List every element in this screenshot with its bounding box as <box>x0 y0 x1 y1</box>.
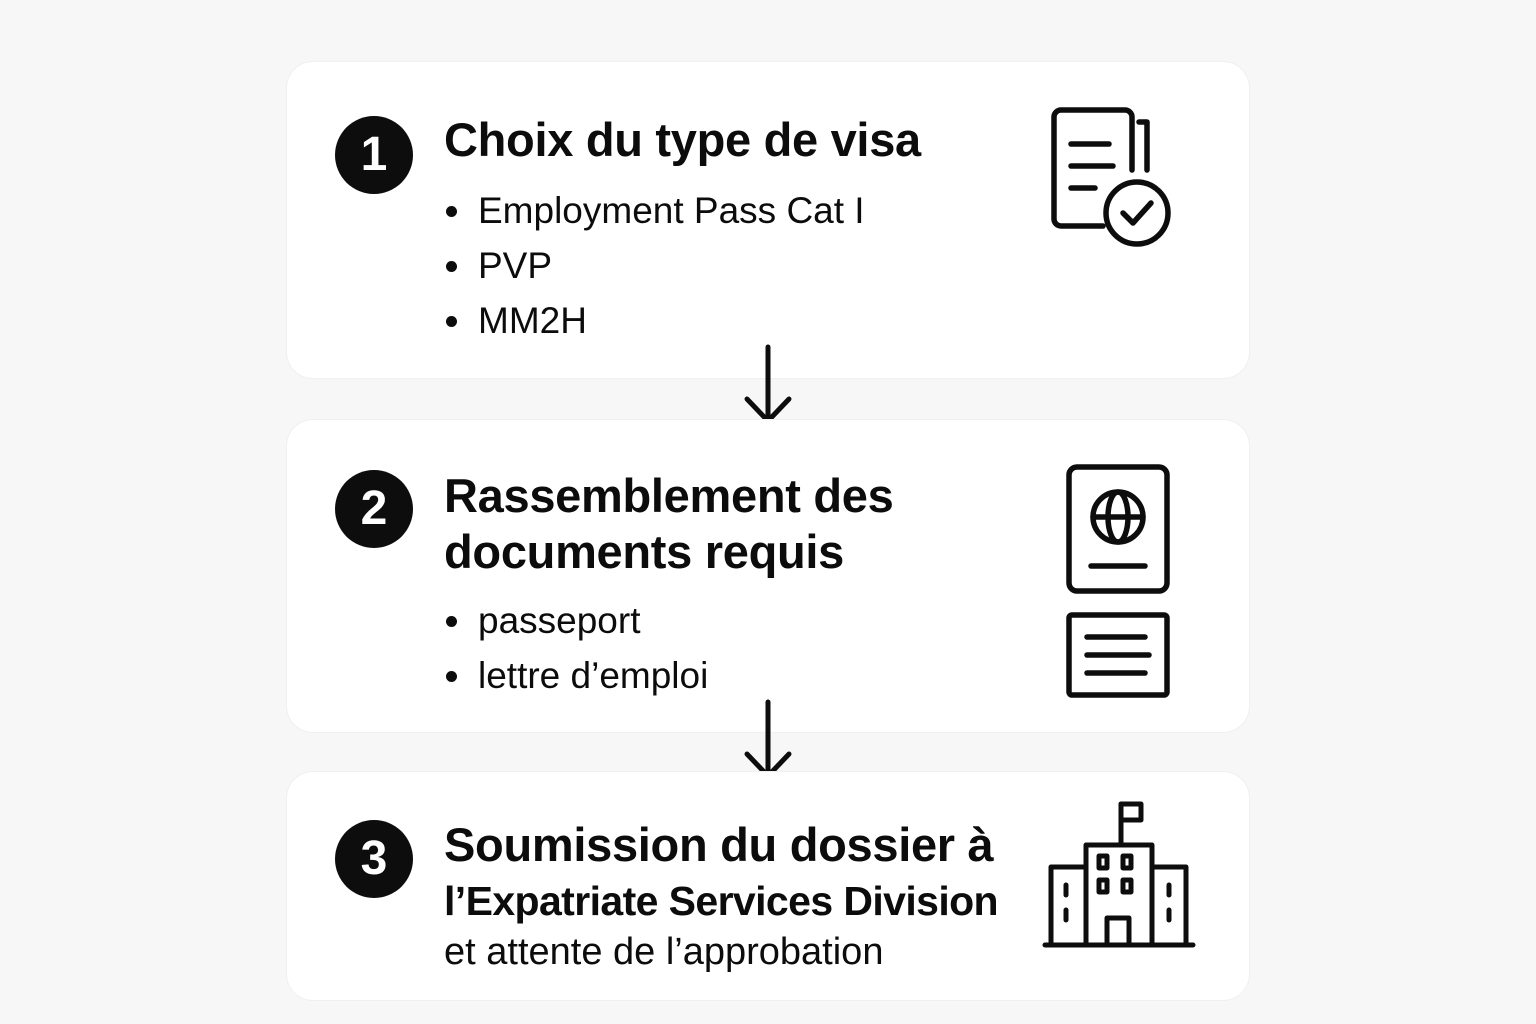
step-title-line: documents requis <box>444 525 845 578</box>
arrow-down-icon <box>741 698 795 782</box>
step-number-badge: 3 <box>335 820 413 898</box>
step-card-1 <box>287 62 1249 378</box>
step-title-line: Soumission du dossier à <box>444 818 994 871</box>
list-item: passeport <box>444 593 708 648</box>
step-item-list <box>444 593 708 703</box>
step-title-line: l’Expatriate Services Division <box>444 878 998 924</box>
step-number-badge: 1 <box>335 116 413 194</box>
step-title-line: Rassemblement des <box>444 469 894 522</box>
step-item-list <box>444 183 865 348</box>
passport-icon <box>1065 463 1171 595</box>
arrow-down-icon <box>741 343 795 427</box>
step-card-3 <box>287 772 1249 1000</box>
step-title: Choix du type de visa <box>444 113 921 166</box>
list-item: PVP <box>444 238 865 293</box>
list-item: Employment Pass Cat I <box>444 183 865 238</box>
list-item: lettre d’emploi <box>444 648 708 703</box>
list-item: MM2H <box>444 293 865 348</box>
step-subtitle: et attente de l’approbation <box>444 931 884 973</box>
government-building-icon <box>1041 800 1197 950</box>
step-number-badge: 2 <box>335 470 413 548</box>
step-title <box>444 468 893 580</box>
document-check-icon <box>1047 106 1177 252</box>
step-card-2 <box>287 420 1249 732</box>
letter-icon <box>1065 611 1171 699</box>
step-title <box>444 817 998 929</box>
